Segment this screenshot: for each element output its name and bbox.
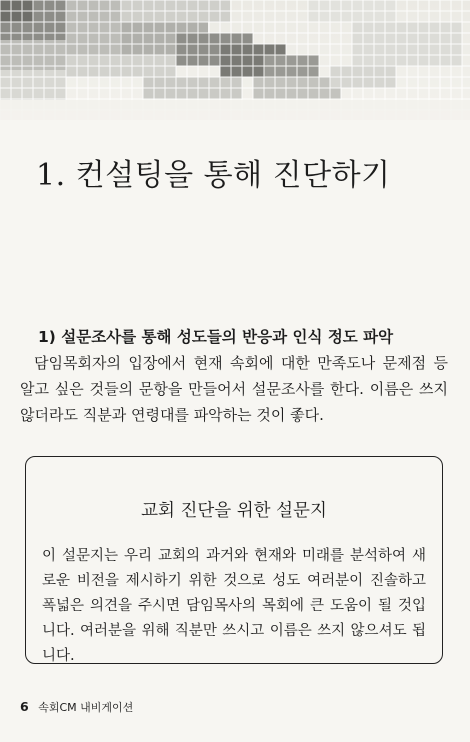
chapter-title: 1. 컨설팅을 통해 진단하기	[36, 158, 391, 193]
header-decorative-band	[0, 0, 470, 120]
book-title: 속회CM 내비게이션	[38, 701, 134, 714]
survey-title: 교회 진단을 위한 설문지	[141, 501, 327, 521]
mosaic-pattern-image	[0, 0, 470, 120]
page-number: 6	[20, 699, 29, 714]
body-paragraph: 담임목회자의 입장에서 현재 속회에 대한 만족도나 문제점 등 알고 싶은 것들의 문항을 만들어서 설문조사를 한다. 이름은 쓰지 않더라도 직분과 연령대를 파악하는 것이 좋다.	[20, 354, 448, 424]
survey-box	[25, 456, 443, 664]
section-heading: 1) 설문조사를 통해 성도들의 반응과 인식 정도 파악	[38, 328, 394, 346]
page-footer	[20, 699, 133, 715]
survey-text: 이 설문지는 우리 교회의 과거와 현재와 미래를 분석하여 새로운 비전을 제시하기 위한 것으로 성도 여러분이 진솔하고 폭넓은 의견을 주시면 담임목사의 목회에 큰 도움이 될 것입니다. 여러분을 위해 직분만 쓰시고 이름은 쓰지 않으셔도 됩니다.	[42, 548, 426, 664]
